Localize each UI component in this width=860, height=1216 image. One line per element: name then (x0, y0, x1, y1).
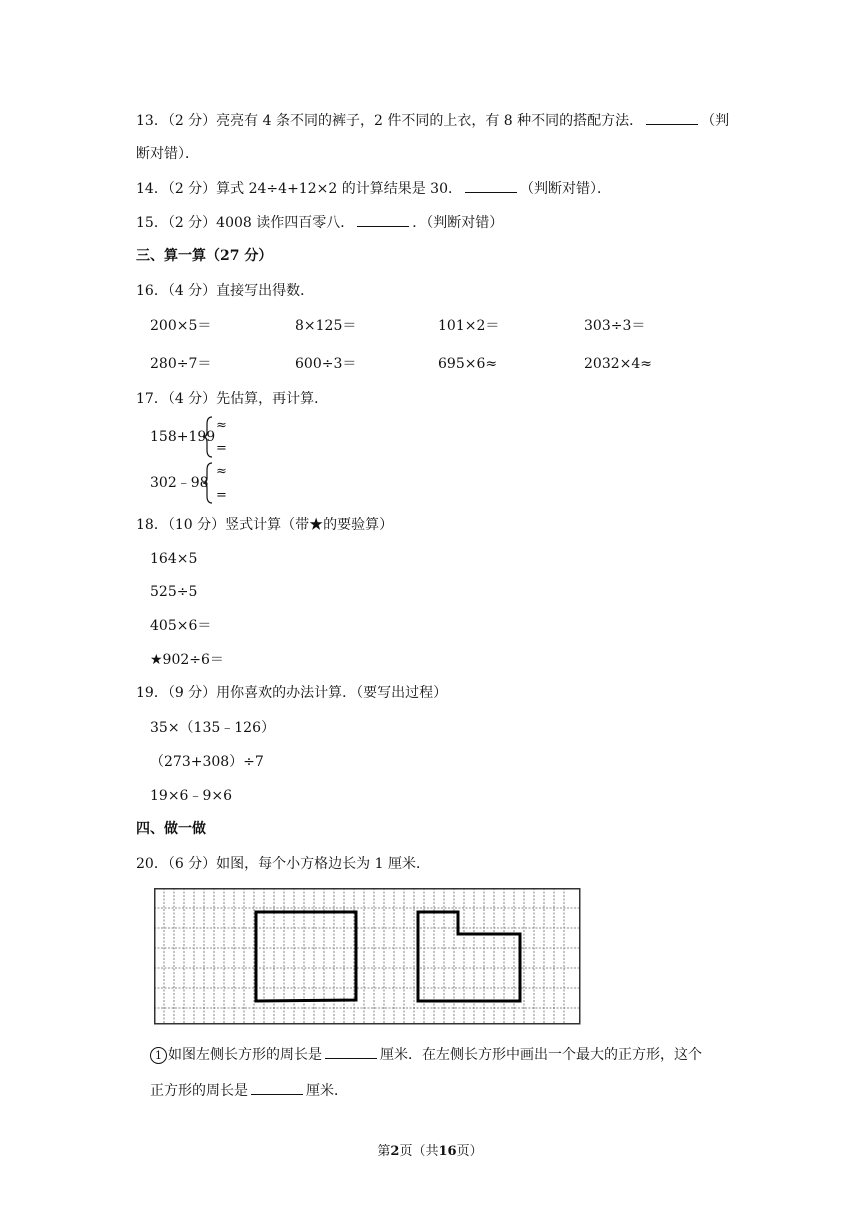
calc-item: 303÷3＝ (584, 318, 646, 334)
calc-item: 600÷3＝ (295, 356, 357, 372)
answer-blank-14[interactable] (465, 178, 517, 193)
question-15-text: 15．（2 分）4008 读作四百零八． (136, 215, 355, 231)
approx-symbol: ≈ (216, 418, 227, 433)
question-13-text: 13．（2 分）亮亮有 4 条不同的裤子，2 件不同的上衣，有 8 种不同的搭配方法． (136, 113, 644, 129)
question-17: 17．（4 分）先估算，再计算． (136, 391, 329, 407)
question-15 (136, 212, 503, 233)
calc-process-item: （273+308）÷7 (150, 754, 264, 770)
question-15-suffix: ．（判断对错） (412, 215, 504, 231)
calc-item: 695×6≈ (438, 356, 498, 372)
question-20-part-1 (150, 1044, 702, 1065)
calc-item: 101×2＝ (438, 318, 500, 334)
part-1-text-c: 正方形的周长是 (150, 1083, 248, 1099)
answer-blank-perimeter-square[interactable] (251, 1080, 303, 1095)
question-13-continuation: 断对错）． (136, 146, 199, 162)
question-13 (136, 110, 729, 131)
answer-blank-perimeter-rect[interactable] (325, 1044, 377, 1059)
footer-prefix: 第 (377, 1144, 391, 1159)
calc-item: 2032×4≈ (584, 356, 652, 372)
question-16: 16．（4 分）直接写出得数． (136, 283, 315, 299)
equals-symbol: = (216, 441, 227, 456)
grid-lines (154, 888, 580, 1024)
total-page-count: 16 (438, 1144, 457, 1159)
page-footer (0, 1140, 860, 1159)
question-14-suffix: （判断对错）． (519, 181, 611, 197)
equals-symbol: = (216, 488, 227, 503)
calc-process-item: 35×（135﹣126） (150, 720, 275, 736)
section-4-heading: 四、做一做 (136, 821, 206, 837)
footer-suffix: 页） (456, 1144, 483, 1159)
vertical-calc-item: 164×5 (150, 551, 198, 567)
calc-item: 280÷7＝ (150, 356, 212, 372)
calc-item: 200×5＝ (150, 318, 212, 334)
grid-border (155, 889, 580, 1024)
approx-symbol: ≈ (216, 464, 227, 479)
circled-number-1: 1 (150, 1047, 167, 1064)
footer-mid: 页（共 (399, 1144, 439, 1159)
question-19: 19．（9 分）用你喜欢的办法计算．（要写出过程） (136, 685, 448, 701)
current-page-number: 2 (390, 1144, 400, 1159)
grid-figure (154, 888, 584, 1028)
vertical-calc-item: ★902÷6＝ (150, 652, 224, 668)
vertical-calc-item: 525÷5 (150, 584, 198, 600)
section-3-heading: 三、算一算（27 分） (136, 248, 273, 264)
question-14 (136, 178, 611, 199)
estimate-expression-1: 158+199 (150, 429, 216, 445)
vertical-calc-item: 405×6＝ (150, 618, 212, 634)
question-13-suffix: （判 (701, 113, 730, 129)
question-18: 18．（10 分）竖式计算（带★的要验算） (136, 517, 394, 533)
brace-1 (202, 416, 214, 458)
brace-2 (202, 462, 214, 504)
part-1-text-b: 厘米．在左侧长方形中画出一个最大的正方形，这个 (380, 1047, 702, 1063)
part-1-text-d: 厘米． (306, 1083, 348, 1099)
answer-blank-13[interactable] (646, 110, 698, 125)
part-1-text-a: 如图左侧长方形的周长是 (168, 1047, 322, 1063)
question-20: 20．（6 分）如图，每个小方格边长为 1 厘米． (136, 856, 430, 872)
calc-item: 8×125＝ (295, 318, 357, 334)
estimate-expression-2: 302﹣98 (150, 475, 209, 491)
question-20-part-1-continuation (150, 1080, 348, 1101)
answer-blank-15[interactable] (357, 212, 409, 227)
question-14-text: 14．（2 分）算式 24÷4+12×2 的计算结果是 30． (136, 181, 462, 197)
calc-process-item: 19×6﹣9×6 (150, 788, 232, 804)
